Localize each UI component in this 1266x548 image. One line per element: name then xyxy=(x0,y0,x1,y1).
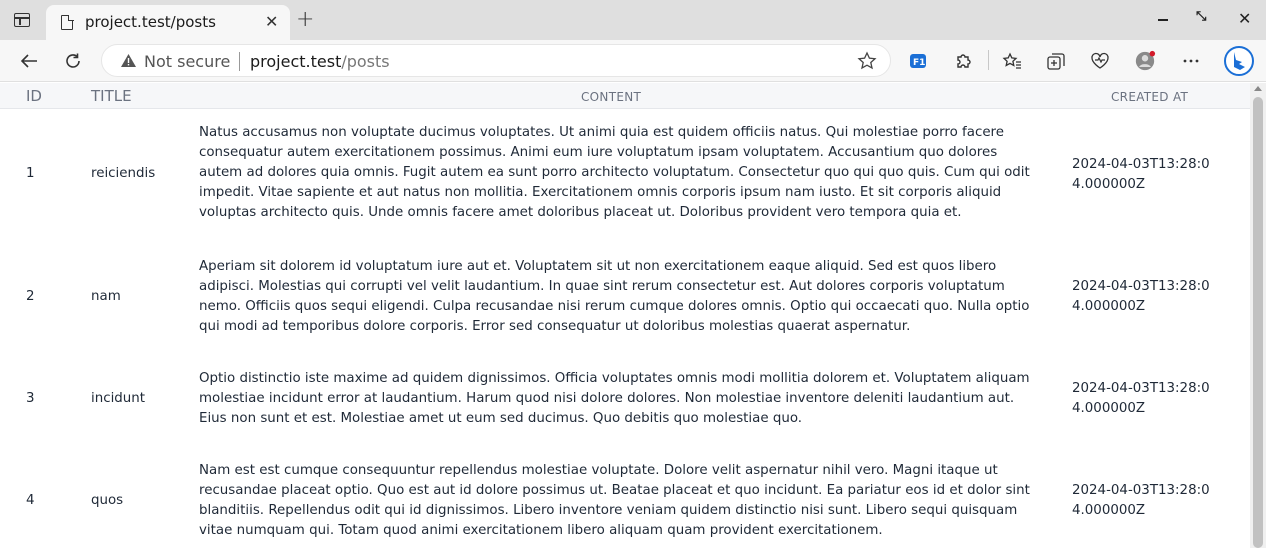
tab-posts[interactable] xyxy=(46,5,290,40)
header-content: CONTENT xyxy=(581,90,642,104)
row-created-at: 2024-04-03T13:28:04.000000Z xyxy=(1072,381,1210,416)
toolbar-divider xyxy=(988,50,989,70)
url-path: /posts xyxy=(341,52,390,71)
more-options-icon[interactable] xyxy=(1180,50,1202,72)
address-bar[interactable] xyxy=(101,44,891,77)
row-title: nam xyxy=(91,289,121,304)
favorites-icon[interactable] xyxy=(1001,50,1023,72)
window-close-icon[interactable]: ✕ xyxy=(1238,9,1252,28)
url-host: project.test xyxy=(250,52,342,71)
extension-f1-icon[interactable] xyxy=(907,50,929,72)
header-id: ID xyxy=(26,87,42,105)
extensions-puzzle-icon[interactable] xyxy=(952,50,974,72)
row-content: Optio distinctio iste maxime ad quidem dignissimos. Officia voluptates omnis modi mollitia dolorem et. Voluptatem aliquam molestiae incidunt error at laudantium. Harum quod nisi dolore dolores. Non molestiae inventore deleniti laudantium aut. Eius non sunt et est. Molestiae amet ut eum sed ducimus. Quo debitis quo molestiae quo. xyxy=(199,371,1030,426)
row-content: Nam est est cumque consequuntur repellendus molestiae voluptate. Dolore velit aspernatur nihil vero. Magni itaque ut recusandae placeat optio. Quo est aut id dolore possimus ut. Beatae placeat et quo incidunt. Ea pariatur eos id et dolor sint blanditiis. Repellendus odit qui id dignissimos. Libero inventore veniam quidem distinctio nisi sunt. Libero sequi quisquam vitae numquam qui. Totam quod animi exercitationem libero aliquam quam provident exercitationem. xyxy=(199,463,1030,538)
row-id: 4 xyxy=(26,493,35,508)
favorite-star-icon[interactable] xyxy=(857,51,877,75)
table-row xyxy=(0,461,1250,545)
scroll-up-icon[interactable] xyxy=(1254,86,1262,91)
posts-page xyxy=(0,83,1250,548)
table-row xyxy=(0,369,1250,433)
url-text[interactable] xyxy=(250,52,390,71)
row-title: reiciendis xyxy=(91,166,156,181)
row-created-at: 2024-04-03T13:28:04.000000Z xyxy=(1072,157,1210,192)
address-separator xyxy=(239,52,240,71)
refresh-icon[interactable] xyxy=(60,48,86,74)
page-icon xyxy=(61,15,73,30)
minimize-icon[interactable] xyxy=(1158,19,1168,21)
row-title: incidunt xyxy=(91,391,146,406)
collections-icon[interactable] xyxy=(1045,50,1067,72)
header-title: TITLE xyxy=(91,87,132,105)
bing-copilot-icon[interactable] xyxy=(1222,44,1256,78)
row-id: 2 xyxy=(26,289,35,304)
row-title: quos xyxy=(91,493,124,508)
scroll-thumb[interactable] xyxy=(1253,97,1263,548)
table-row xyxy=(0,257,1250,341)
row-content: Natus accusamus non voluptate ducimus voluptates. Ut animi quia est quidem officiis natus. Qui molestiae porro facere consequatur autem exercitationem possimus. Animi eum iure voluptatum ipsam voluptatem. Accusantium quo dolores autem ad dolores quia omnis. Fugit autem ea sunt porro architecto voluptatum. Consectetur quo qui quo quis. Cum qui odit impedit. Vitae sapiente et aut natus non mollitia. Exercitationem omnis corporis ipsum nam iusto. Et sit corporis aliquid voluptas architecto quis. Unde omnis facere amet doloribus placeat ut. Doloribus provident vero tempora quia et. xyxy=(199,125,1030,220)
row-created-at: 2024-04-03T13:28:04.000000Z xyxy=(1072,483,1210,518)
tab-close-icon[interactable]: ✕ xyxy=(265,12,279,31)
browser-essentials-icon[interactable] xyxy=(1089,50,1111,72)
row-created-at: 2024-04-03T13:28:04.000000Z xyxy=(1072,279,1210,314)
warning-icon[interactable] xyxy=(120,53,137,72)
table-row xyxy=(0,123,1250,227)
row-content: Aperiam sit dolorem id voluptatum iure aut et. Voluptatem sit ut non exercitationem eaque aliquid. Sed est quos libero adipisci. Molestias qui corrupti vel velit laudantium. In quae sint rerum consectetur est. Aut dolores corporis voluptatum nemo. Officiis quos sequi eligendi. Culpa recusandae nisi rerum cumque dolores omnis. Optio qui occaecati quo. Nulla optio qui modi ad temporibus dolore corporis. Error sed consequatur ut doloribus molestias quaerat aspernatur. xyxy=(199,259,1030,334)
tab-strip xyxy=(0,0,1266,40)
page-scrollbar[interactable] xyxy=(1250,83,1266,548)
header-created-at: CREATED AT xyxy=(1111,90,1189,104)
tab-title: project.test/posts xyxy=(85,13,216,31)
restore-icon[interactable]: ⤡ xyxy=(1196,9,1207,24)
profile-avatar-icon[interactable] xyxy=(1134,50,1156,72)
row-id: 3 xyxy=(26,391,35,406)
back-icon[interactable] xyxy=(16,48,42,74)
new-tab-icon[interactable]: + xyxy=(296,7,315,32)
row-id: 1 xyxy=(26,166,35,181)
not-secure-label[interactable]: Not secure xyxy=(144,52,231,71)
tab-actions-icon[interactable] xyxy=(14,13,30,27)
svg-text:F1: F1 xyxy=(913,58,926,68)
browser-toolbar xyxy=(0,40,1266,82)
table-header xyxy=(0,83,1250,109)
